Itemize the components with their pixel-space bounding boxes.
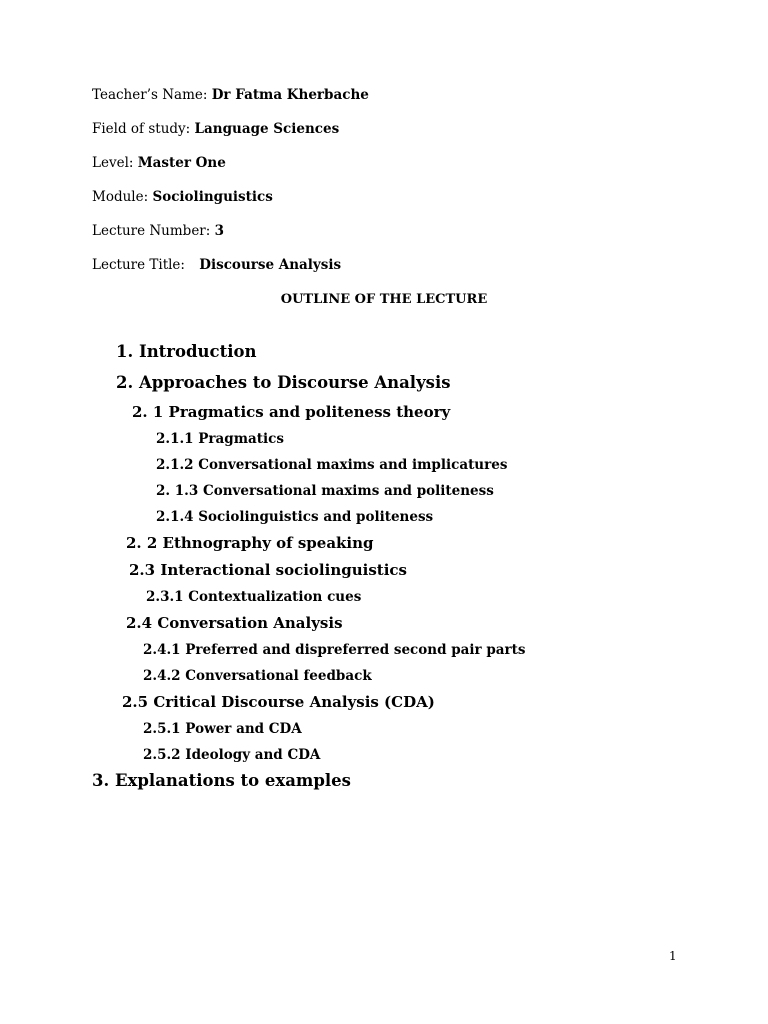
lecture-title-label: Lecture Title: <box>92 257 185 273</box>
outline-item-contextualization: 2.3.1 Contextualization cues <box>146 589 362 605</box>
outline-item-conversation-analysis: 2.4 Conversation Analysis <box>126 614 343 632</box>
module-label: Module: <box>92 189 149 205</box>
teacher-name-line <box>92 87 369 103</box>
field-of-study-value: Language Sciences <box>194 121 340 137</box>
field-of-study-label: Field of study: <box>92 121 191 137</box>
module-line <box>92 189 273 205</box>
field-of-study-line <box>92 121 339 137</box>
outline-item-sociolinguistics-politeness: 2.1.4 Sociolinguistics and politeness <box>156 509 434 525</box>
level-line <box>92 155 226 171</box>
lecture-number-line <box>92 223 224 239</box>
outline-item-pragmatics: 2.1.1 Pragmatics <box>156 431 284 447</box>
level-label: Level: <box>92 155 134 171</box>
outline-item-approaches: 2. Approaches to Discourse Analysis <box>116 373 451 392</box>
outline-item-maxims-implicatures: 2.1.2 Conversational maxims and implicatures <box>156 457 508 473</box>
teacher-name-label: Teacher’s Name: <box>92 87 208 103</box>
outline-item-cda: 2.5 Critical Discourse Analysis (CDA) <box>122 693 435 711</box>
lecture-number-value: 3 <box>214 223 225 239</box>
lecture-title-value: Discourse Analysis <box>199 257 342 273</box>
outline-title: OUTLINE OF THE LECTURE <box>280 292 488 307</box>
outline-item-explanations: 3. Explanations to examples <box>92 771 351 790</box>
outline-item-ideology-cda: 2.5.2 Ideology and CDA <box>143 747 321 763</box>
outline-item-feedback: 2.4.2 Conversational feedback <box>143 668 372 684</box>
outline-item-ethnography: 2. 2 Ethnography of speaking <box>126 534 374 552</box>
lecture-number-label: Lecture Number: <box>92 223 211 239</box>
outline-item-pair-parts: 2.4.1 Preferred and dispreferred second pair parts <box>143 642 526 658</box>
outline-item-pragmatics-politeness: 2. 1 Pragmatics and politeness theory <box>132 403 451 421</box>
outline-item-introduction: 1. Introduction <box>116 342 257 361</box>
teacher-name-value: Dr Fatma Kherbache <box>211 87 369 103</box>
outline-item-maxims-politeness: 2. 1.3 Conversational maxims and politeness <box>156 483 494 499</box>
outline-item-interactional: 2.3 Interactional sociolinguistics <box>129 561 407 579</box>
level-value: Master One <box>137 155 226 171</box>
page-number: 1 <box>669 949 677 963</box>
module-value: Sociolinguistics <box>152 189 273 205</box>
lecture-title-line <box>92 257 341 273</box>
outline-item-power-cda: 2.5.1 Power and CDA <box>143 721 302 737</box>
